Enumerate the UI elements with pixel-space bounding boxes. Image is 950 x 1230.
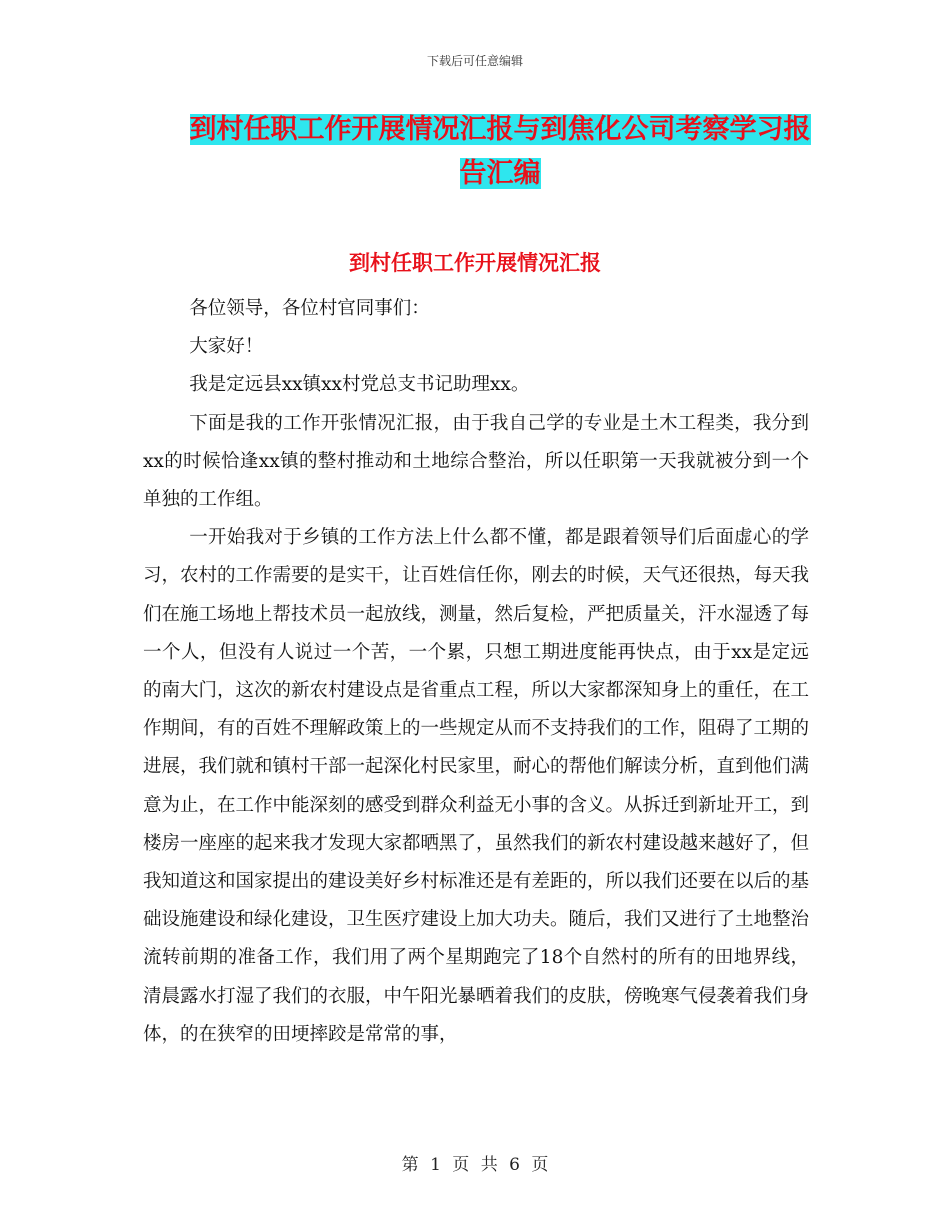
document-title xyxy=(160,108,840,196)
paragraph-greeting: 大家好！ xyxy=(189,336,264,358)
page-number-footer: 第 1 页 共 6 页 xyxy=(401,1155,549,1175)
document-body xyxy=(143,290,809,1054)
page-header-note: 下载后可任意编辑 xyxy=(426,54,523,68)
paragraph-work-details: 一开始我对于乡镇的工作方法上什么都不懂，都是跟着领导们后面虚心的学习，农村的工作需要的是实干，让百姓信任你，刚去的时候，天气还很热，每天我们在施工场地上帮技术员一起放线，测量，然后复检，严把质量关，汗水湿透了每一个人，但没有人说过一个苦，一个累，只想工期进度能再快点，由于xx是定远的南大门，这次的新农村建设点是省重点工程，所以大家都深知身上的重任，在工作期间，有的百姓不理解政策上的一些规定从而不支持我们的工作，阻碍了工期的进展，我们就和镇村干部一起深化村民家里，耐心的帮他们解读分析，直到他们满意为止，在工作中能深刻的感受到群众利益无小事的含义。从拆迁到新址开工，到楼房一座座的起来我才发现大家都晒黑了，虽然我们的新农村建设越来越好了，但我知道这和国家提出的建设美好乡村标准还是有差距的，所以我们还要在以后的基础设施建设和绿化建设，卫生医疗建设上加大功夫。随后，我们又进行了土地整治流转前期的准备工作，我们用了两个星期跑完了18个自然村的所有的田地界线，清晨露水打湿了我们的衣服，中午阳光暴晒着我们的皮肤，傍晚寒气侵袭着我们身体，的在狭窄的田埂摔跤是常常的事， xyxy=(143,527,810,1045)
paragraph-salutation: 各位领导，各位村官同事们： xyxy=(189,298,430,319)
paragraph-introduction: 我是定远县xx镇xx村党总支书记助理xx。 xyxy=(189,374,530,396)
document-title-line-2: 告汇编 xyxy=(459,158,541,189)
paragraph-report-overview: 下面是我的工作开张情况汇报，由于我自己学的专业是土木工程类，我分到xx的时候恰逢xx镇的整村推动和土地综合整治，所以任职第一天我就被分到一个单独的工作组。 xyxy=(143,412,809,511)
document-title-line-1: 到村任职工作开展情况汇报与到焦化公司考察学习报 xyxy=(189,114,811,145)
section-title: 到村任职工作开展情况汇报 xyxy=(349,250,601,275)
